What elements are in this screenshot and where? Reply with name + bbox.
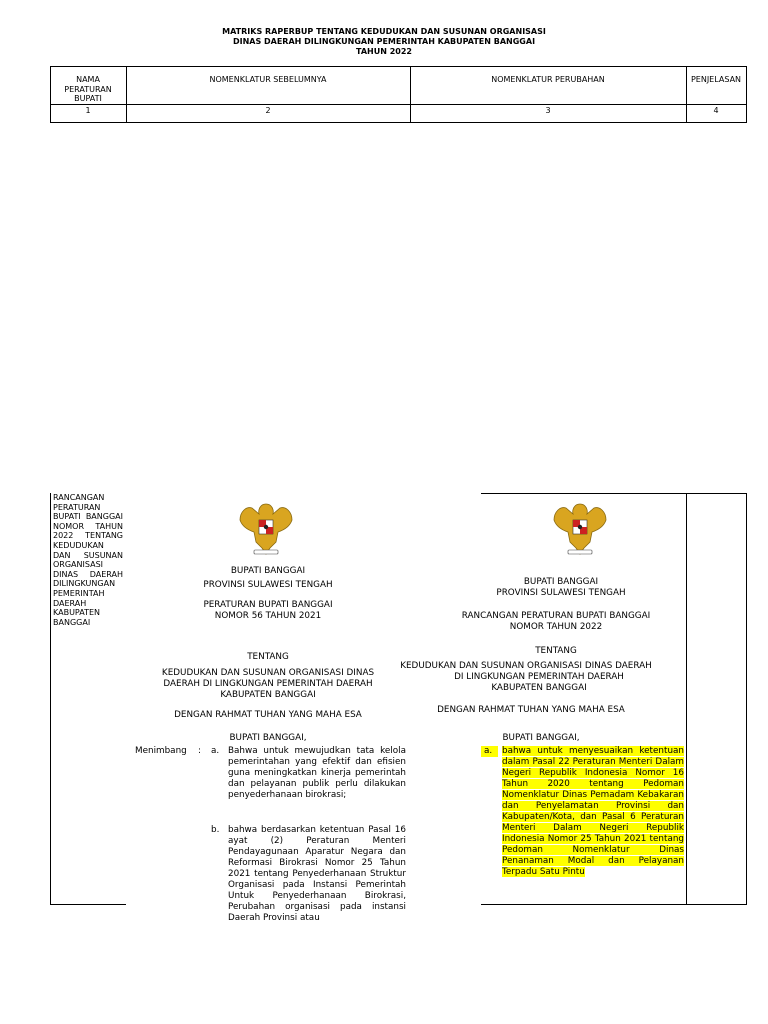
col2-rahmat: DENGAN RAHMAT TUHAN YANG MAHA ESA <box>174 710 362 720</box>
col3-point-a-marker: a. <box>481 746 498 757</box>
col3-point-a-text <box>502 746 684 878</box>
col3-bupati-heading: BUPATI BANGGAI, <box>502 733 580 743</box>
col3-rancangan: RANCANGAN PERATURAN BUPATI BANGGAI <box>461 611 651 621</box>
col3-text-clip <box>400 560 686 720</box>
col2-bupati-heading: BUPATI BANGGAI, <box>229 733 307 743</box>
header-nama-peraturan: NAMA PERATURAN BUPATI <box>64 75 112 103</box>
content-bottom-left <box>50 904 126 905</box>
col3-tentang: TENTANG <box>535 646 577 656</box>
content-right-border <box>746 493 747 905</box>
col3-provinsi: PROVINSI SULAWESI TENGAH <box>496 588 626 598</box>
col3-rahmat: DENGAN RAHMAT TUHAN YANG MAHA ESA <box>437 705 625 715</box>
garuda-emblem-icon <box>238 498 294 558</box>
col3-point-a <box>481 746 686 904</box>
header-nomenklatur-perubahan: NOMENKLATUR PERUBAHAN <box>491 75 605 84</box>
table-col-line-4 <box>746 66 747 123</box>
column-number-4: 4 <box>713 106 719 115</box>
rancangan-title-cell: RANCANGAN PERATURAN BUPATI BANGGAI NOMOR TAHUN 2022 TENTANG KEDUDUKAN DAN SUSUNAN ORGANISASI DINAS DAERAH DILINGKUNGAN PEMERINTAH DAERAH KABUPATEN BANGGAI <box>53 493 123 627</box>
column-number-1: 1 <box>85 106 91 115</box>
content-bottom-right <box>481 904 747 905</box>
col2-judul-line-1: KEDUDUKAN DAN SUSUNAN ORGANISASI DINAS <box>161 668 375 678</box>
table-row-divider <box>50 104 747 105</box>
col2-nomor: NOMOR 56 TAHUN 2021 <box>214 611 322 621</box>
menimbang-colon: : <box>198 746 201 756</box>
content-left-border <box>50 493 51 905</box>
garuda-emblem-icon <box>552 498 608 558</box>
header-nomenklatur-sebelumnya: NOMENKLATUR SEBELUMNYA <box>209 75 327 84</box>
title-line-1: MATRIKS RAPERBUP TENTANG KEDUDUKAN DAN SUSUNAN ORGANISASI <box>222 27 546 36</box>
document-title <box>0 27 768 57</box>
col2-judul-line-2: DAERAH DI LINGKUNGAN PEMERINTAH DAERAH <box>163 679 373 689</box>
col3-bupati: BUPATI BANGGAI <box>523 577 599 587</box>
table-border-top <box>50 66 747 67</box>
col3-judul-line-3: KABUPATEN BANGGAI <box>491 683 587 693</box>
col3-point-a-highlighted: bahwa untuk menyesuaikan ketentuan dalam Pasal 22 Peraturan Menteri Dalam Negeri Republik Indonesia Nomor 16 Tahun 2020 tentang Pedoman Nomenklatur Dinas Pemadam Kebakaran dan Penyelamatan Provinsi dan Kabupaten/Kota, dan Pasal 6 Peraturan Menteri Dalam Negeri Republik Indonesia Nomor 25 Tahun 2021 tentang Pedoman Nomenklatur Dinas Penanaman Modal dan Pelayanan Terpadu Satu Pintu <box>502 746 684 877</box>
content-top-right <box>481 493 747 494</box>
col3-nomor: NOMOR TAHUN 2022 <box>509 622 603 632</box>
title-line-3: TAHUN 2022 <box>356 47 412 56</box>
col2-provinsi: PROVINSI SULAWESI TENGAH <box>203 580 333 590</box>
col2-bupati: BUPATI BANGGAI <box>230 566 306 576</box>
col2-tentang: TENTANG <box>247 652 289 662</box>
column-number-2: 2 <box>265 106 271 115</box>
col3-judul-line-2: DI LINGKUNGAN PEMERINTAH DAERAH <box>454 672 624 682</box>
content-col-divider <box>686 493 687 905</box>
header-penjelasan: PENJELASAN <box>690 75 742 84</box>
col2-point-b-marker: b. <box>211 825 220 835</box>
col2-judul-line-3: KABUPATEN BANGGAI <box>220 690 316 700</box>
col2-point-b-text: bahwa berdasarkan ketentuan Pasal 16 ayat (2) Peraturan Menteri Pendayagunaan Aparatur Negara dan Reformasi Birokrasi Nomor 25 Tahun 2021 tentang Penyederhanaan Struktur Organisasi pada Instansi Pemerintah Untuk Penyederhanaan Birokrasi, Perubahan organisasi pada instansi Daerah Provinsi atau <box>228 825 406 923</box>
column-number-3: 3 <box>545 106 551 115</box>
menimbang-label: Menimbang <box>135 746 187 756</box>
col3-judul-line-1: KEDUDUKAN DAN SUSUNAN ORGANISASI DINAS DAERAH <box>400 661 652 671</box>
title-line-2: DINAS DAERAH DILINGKUNGAN PEMERINTAH KABUPATEN BANGGAI <box>232 37 536 46</box>
col2-perbup: PERATURAN BUPATI BANGGAI <box>203 600 333 610</box>
col2-point-a-text: Bahwa untuk mewujudkan tata kelola pemerintahan yang efektif dan efisien guna meningkatkan kinerja pemerintah dan pelayanan publik perlu dilakukan penyederhanaan birokrasi; <box>228 746 406 800</box>
table-border-bottom <box>50 122 747 123</box>
col2-point-a-marker: a. <box>211 746 220 756</box>
